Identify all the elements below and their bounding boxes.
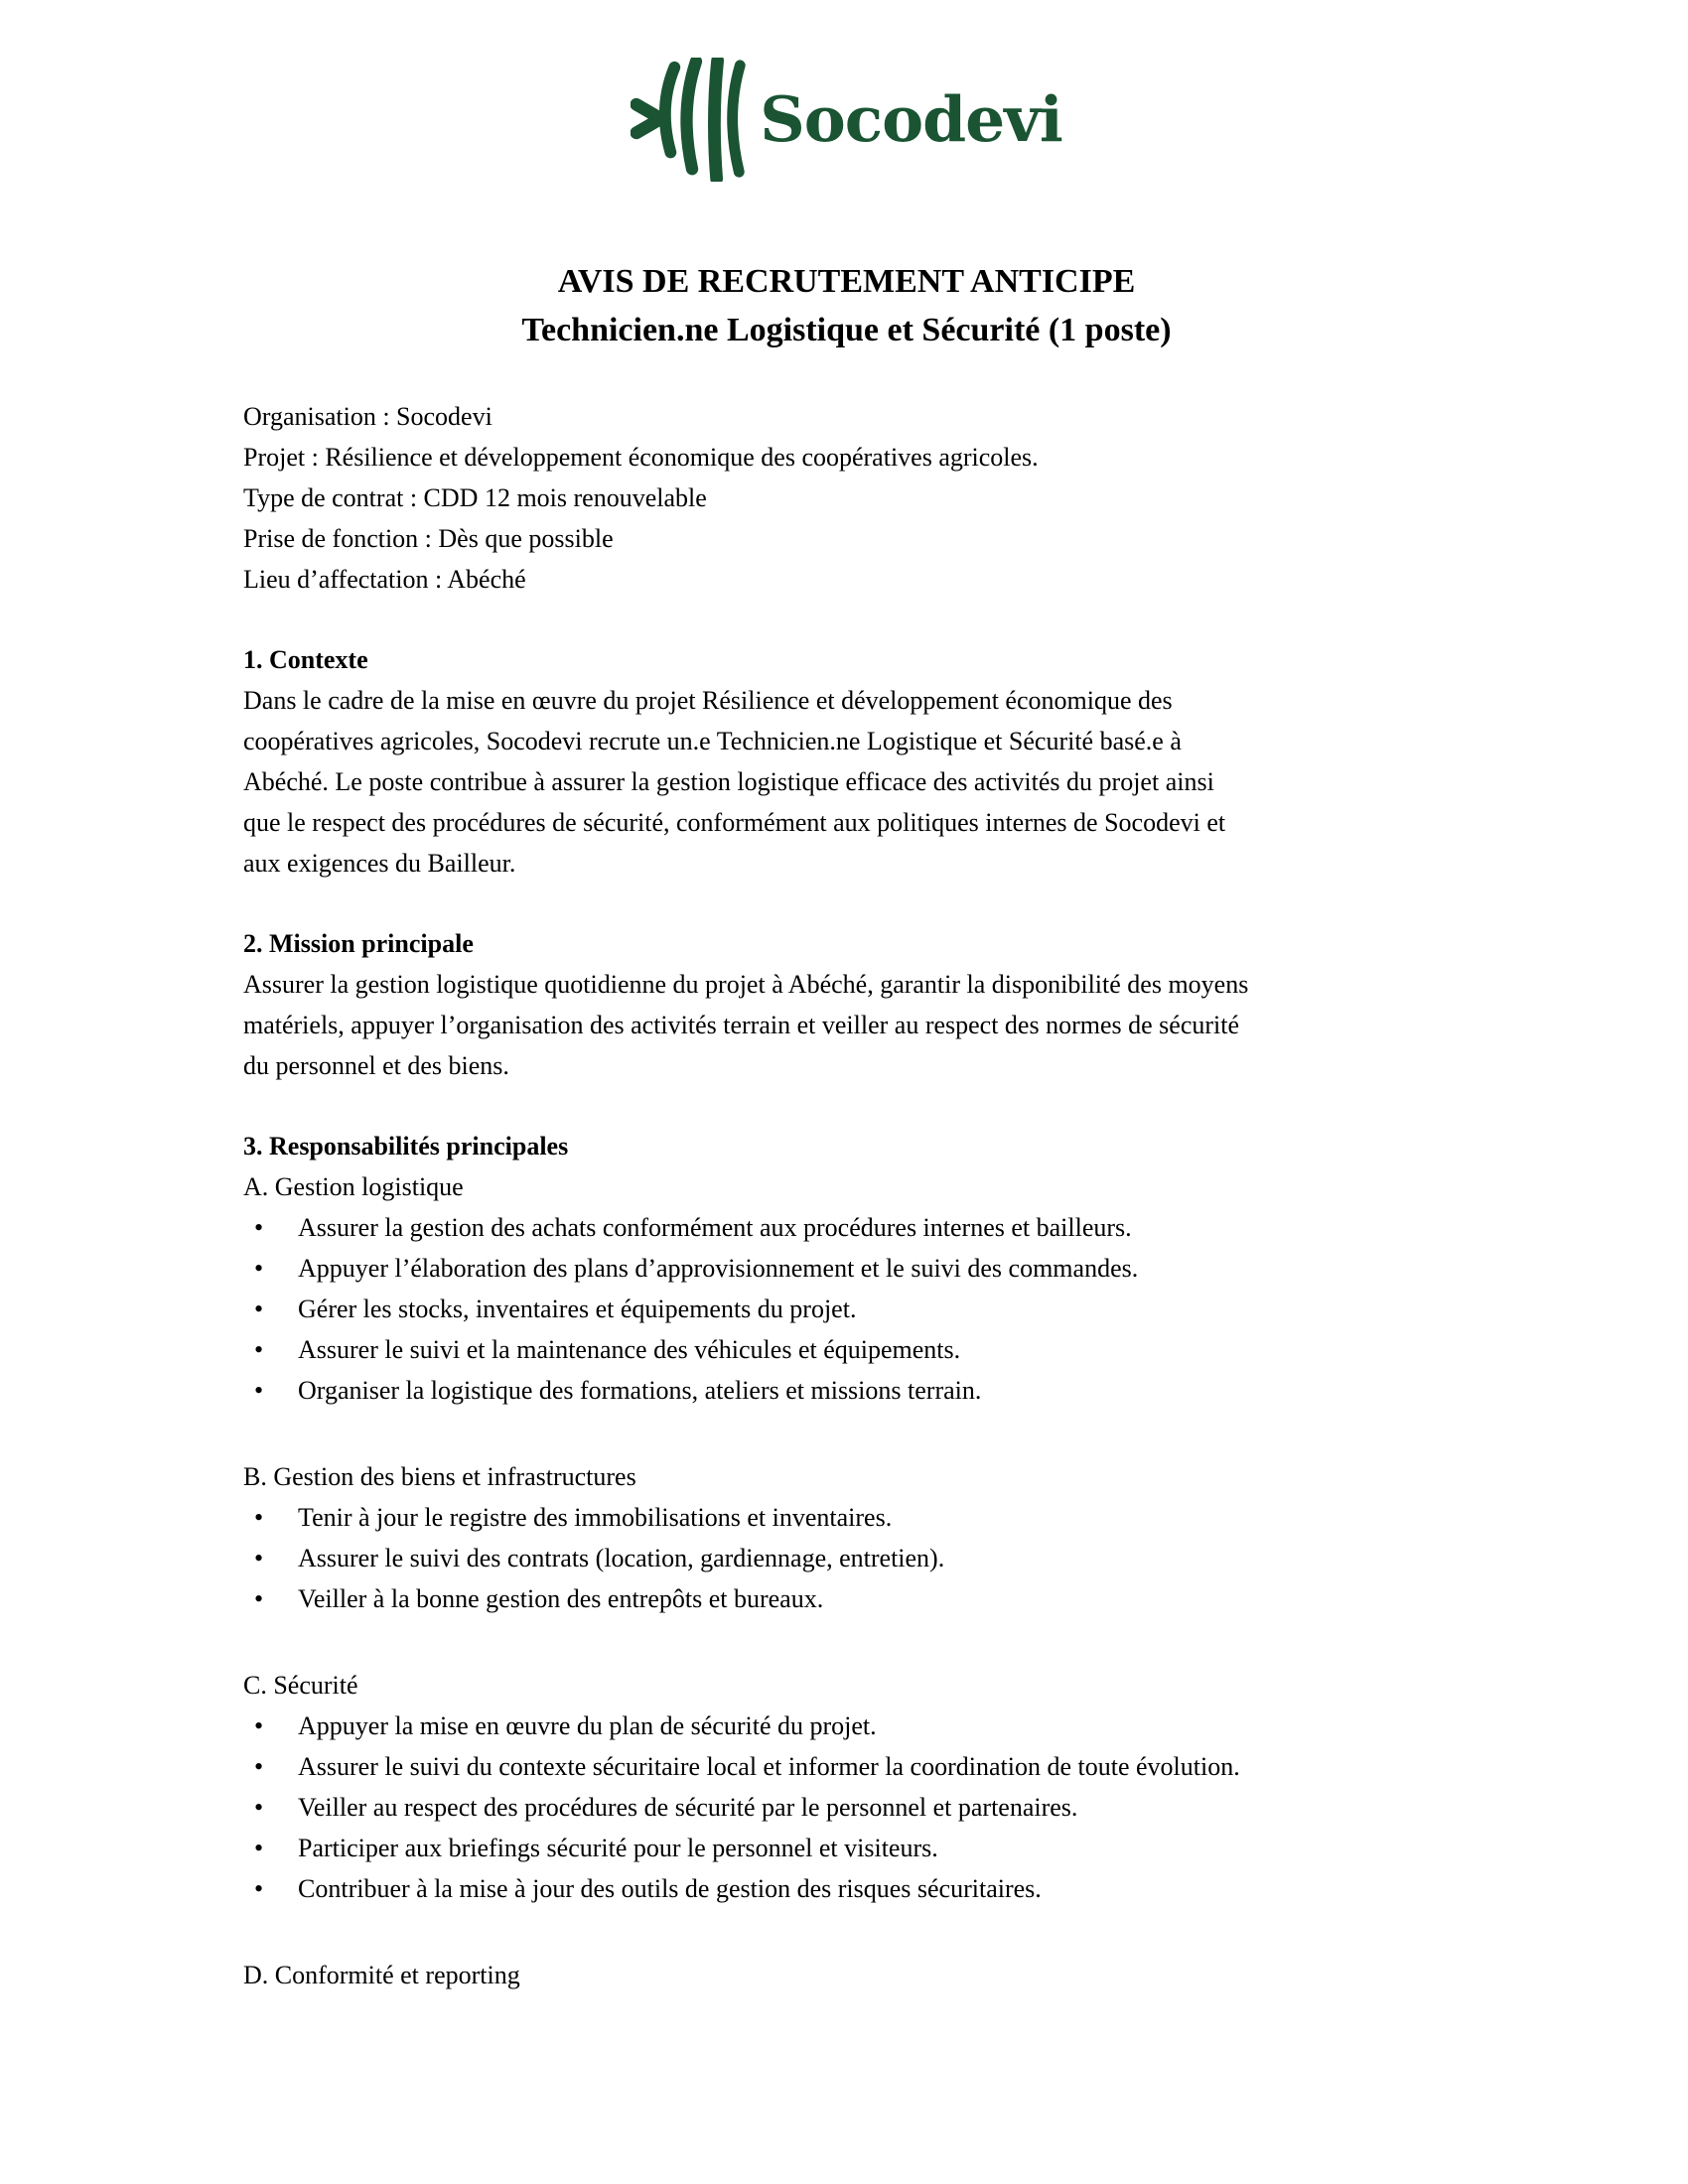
wave-stroke-1 (665, 68, 674, 153)
section-mission (243, 923, 1450, 1086)
paragraph-line: Dans le cadre de la mise en œuvre du projet Résilience et développement économique des (243, 686, 1173, 715)
subsection-a (243, 1166, 1450, 1411)
bullet-text: Assurer le suivi et la maintenance des véhicules et équipements. (298, 1335, 961, 1364)
section-heading: 1. Contexte (243, 645, 368, 674)
meta-line: Projet : Résilience et développement économique des coopératives agricoles. (243, 443, 1039, 472)
bullet-icon: • (254, 1544, 264, 1572)
list-item (243, 1207, 1450, 1248)
bullet-icon: • (254, 1254, 264, 1283)
paragraph-line: Abéché. Le poste contribue à assurer la gestion logistique efficace des activités du projet ainsi (243, 767, 1214, 796)
bullet-list (243, 1497, 1450, 1619)
list-item (243, 1329, 1450, 1370)
bullet-text: Assurer le suivi du contexte sécuritaire local et informer la coordination de toute évolution. (298, 1752, 1240, 1781)
list-item (243, 1868, 1450, 1909)
document-title: AVIS DE RECRUTEMENT ANTICIPE (557, 263, 1136, 300)
document-subtitle: Technicien.ne Logistique et Sécurité (1 poste) (521, 312, 1172, 348)
subsection-b (243, 1456, 1450, 1619)
paragraph-line: matériels, appuyer l’organisation des activités terrain et veiller au respect des normes de sécurité (243, 1011, 1240, 1039)
bullet-text: Gérer les stocks, inventaires et équipements du projet. (298, 1295, 857, 1323)
bullet-icon: • (254, 1793, 264, 1822)
meta-block (243, 396, 1450, 600)
bullet-list (243, 1207, 1450, 1411)
bullet-text: Veiller à la bonne gestion des entrepôts et bureaux. (298, 1584, 824, 1613)
bullet-icon: • (254, 1584, 264, 1613)
section-heading: 3. Responsabilités principales (243, 1132, 569, 1160)
chevron-right-icon (636, 104, 661, 133)
list-item (243, 1578, 1450, 1619)
list-item (243, 1787, 1450, 1828)
paragraph-line: coopératives agricoles, Socodevi recrute un.e Technicien.ne Logistique et Sécurité basé.e à (243, 727, 1182, 755)
bullet-text: Appuyer l’élaboration des plans d’approvisionnement et le suivi des commandes. (298, 1254, 1139, 1283)
bullet-text: Contribuer à la mise à jour des outils de gestion des risques sécuritaires. (298, 1874, 1042, 1903)
list-item (243, 1289, 1450, 1329)
section-responsabilites (243, 1126, 1450, 1995)
bullet-icon: • (254, 1295, 264, 1323)
list-item (243, 1248, 1450, 1289)
bullet-icon: • (254, 1834, 264, 1862)
socodevi-waves-icon (631, 58, 758, 182)
bullet-text: Veiller au respect des procédures de sécurité par le personnel et partenaires. (298, 1793, 1078, 1822)
bullet-icon: • (254, 1503, 264, 1532)
paragraph-line: du personnel et des biens. (243, 1051, 509, 1080)
bullet-icon: • (254, 1335, 264, 1364)
subsection-c (243, 1665, 1450, 1909)
title-block (243, 257, 1450, 354)
section-contexte (243, 639, 1450, 884)
meta-line: Organisation : Socodevi (243, 402, 492, 431)
paragraph-line: aux exigences du Bailleur. (243, 849, 516, 878)
subsection-label: A. Gestion logistique (243, 1172, 464, 1201)
bullet-list (243, 1706, 1450, 1909)
bullet-text: Assurer le suivi des contrats (location, gardiennage, entretien). (298, 1544, 945, 1572)
subsection-label: D. Conformité et reporting (243, 1961, 520, 1989)
list-item (243, 1746, 1450, 1787)
list-item (243, 1370, 1450, 1411)
wave-stroke-3 (715, 61, 718, 179)
subsection-d (243, 1955, 1450, 1995)
section-heading: 2. Mission principale (243, 929, 474, 958)
bullet-icon: • (254, 1213, 264, 1242)
logo-text: Socodevi (760, 82, 1062, 156)
list-item (243, 1538, 1450, 1578)
paragraph-line: que le respect des procédures de sécurité, conformément aux politiques internes de Socodevi et (243, 808, 1226, 837)
bullet-text: Participer aux briefings sécurité pour le personnel et visiteurs. (298, 1834, 938, 1862)
meta-line: Lieu d’affectation : Abéché (243, 565, 526, 594)
bullet-text: Assurer la gestion des achats conformément aux procédures internes et bailleurs. (298, 1213, 1132, 1242)
subsection-label: C. Sécurité (243, 1671, 358, 1700)
list-item (243, 1497, 1450, 1538)
bullet-icon: • (254, 1752, 264, 1781)
list-item (243, 1706, 1450, 1746)
bullet-icon: • (254, 1376, 264, 1405)
meta-line: Type de contrat : CDD 12 mois renouvelable (243, 483, 707, 512)
sections (243, 639, 1450, 1995)
wave-stroke-2 (687, 62, 696, 169)
subsection-label: B. Gestion des biens et infrastructures (243, 1462, 636, 1491)
bullet-text: Tenir à jour le registre des immobilisations et inventaires. (298, 1503, 893, 1532)
bullet-text: Organiser la logistique des formations, ateliers et missions terrain. (298, 1376, 982, 1405)
list-item (243, 1828, 1450, 1868)
meta-line: Prise de fonction : Dès que possible (243, 524, 614, 553)
logo (243, 58, 1450, 182)
bullet-icon: • (254, 1874, 264, 1903)
bullet-text: Appuyer la mise en œuvre du plan de sécurité du projet. (298, 1711, 877, 1740)
paragraph-line: Assurer la gestion logistique quotidienne du projet à Abéché, garantir la disponibilité des moyens (243, 970, 1249, 999)
bullet-icon: • (254, 1711, 264, 1740)
wave-stroke-4 (733, 66, 741, 172)
